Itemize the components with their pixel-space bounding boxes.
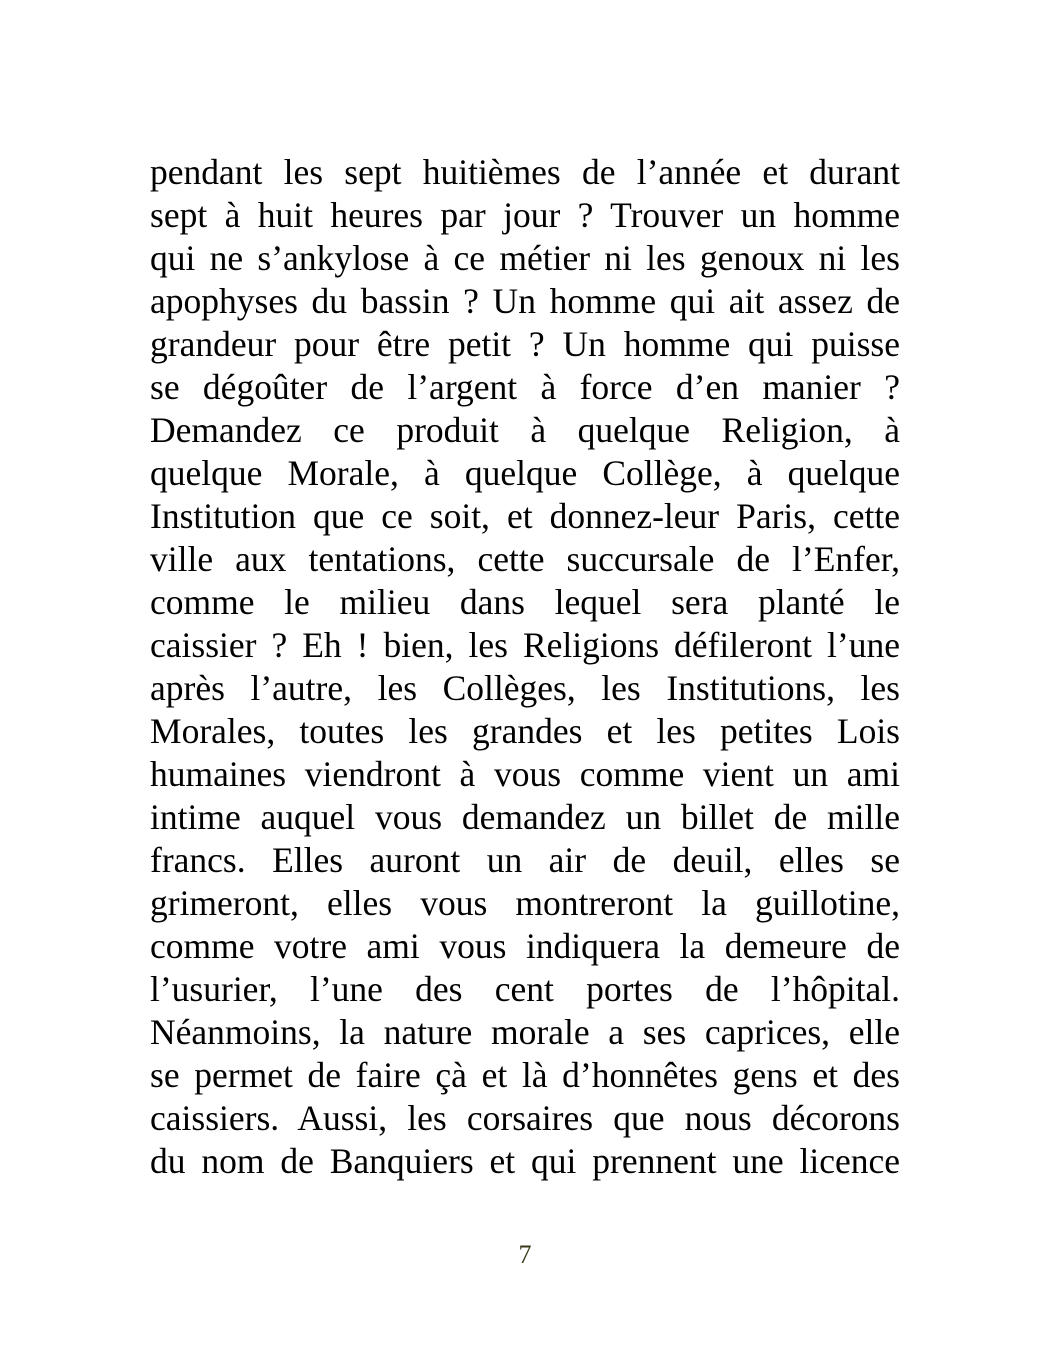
body-text (150, 151, 900, 1183)
text-line: Néanmoins, la nature morale a ses caprices, elle (150, 1012, 900, 1052)
text-line: apophyses du bassin ? Un homme qui ait assez de (150, 281, 900, 321)
text-line: ville aux tentations, cette succursale de l’Enfer, (150, 539, 900, 579)
text-line: comme le milieu dans lequel sera planté le (150, 582, 900, 622)
text-line: l’usurier, l’une des cent portes de l’hôpital. (150, 969, 900, 1009)
text-line: Demandez ce produit à quelque Religion, à (150, 410, 900, 450)
text-line: comme votre ami vous indiquera la demeure de (150, 926, 900, 966)
text-line: caissier ? Eh ! bien, les Religions défileront l’une (150, 625, 900, 665)
text-line: Morales, toutes les grandes et les petites Lois (150, 711, 900, 751)
text-line: après l’autre, les Collèges, les Institutions, les (150, 668, 900, 708)
text-line: humaines viendront à vous comme vient un ami (150, 754, 900, 794)
text-line: intime auquel vous demandez un billet de mille (150, 797, 900, 837)
text-line: caissiers. Aussi, les corsaires que nous décorons (150, 1098, 900, 1138)
text-line: grandeur pour être petit ? Un homme qui puisse (150, 324, 900, 364)
page-number: 7 (518, 1240, 532, 1269)
text-line: quelque Morale, à quelque Collège, à quelque (150, 453, 900, 493)
text-line: Institution que ce soit, et donnez-leur Paris, cette (150, 496, 900, 536)
text-line: se permet de faire çà et là d’honnêtes gens et des (150, 1055, 900, 1095)
text-line: du nom de Banquiers et qui prennent une licence (150, 1141, 900, 1181)
text-line: pendant les sept huitièmes de l’année et durant (150, 152, 900, 192)
text-line: sept à huit heures par jour ? Trouver un homme (150, 195, 900, 235)
text-line: francs. Elles auront un air de deuil, elles se (150, 840, 900, 880)
text-line: grimeront, elles vous montreront la guillotine, (150, 883, 900, 923)
text-line: qui ne s’ankylose à ce métier ni les genoux ni les (150, 238, 900, 278)
text-line: se dégoûter de l’argent à force d’en manier ? (150, 367, 900, 407)
